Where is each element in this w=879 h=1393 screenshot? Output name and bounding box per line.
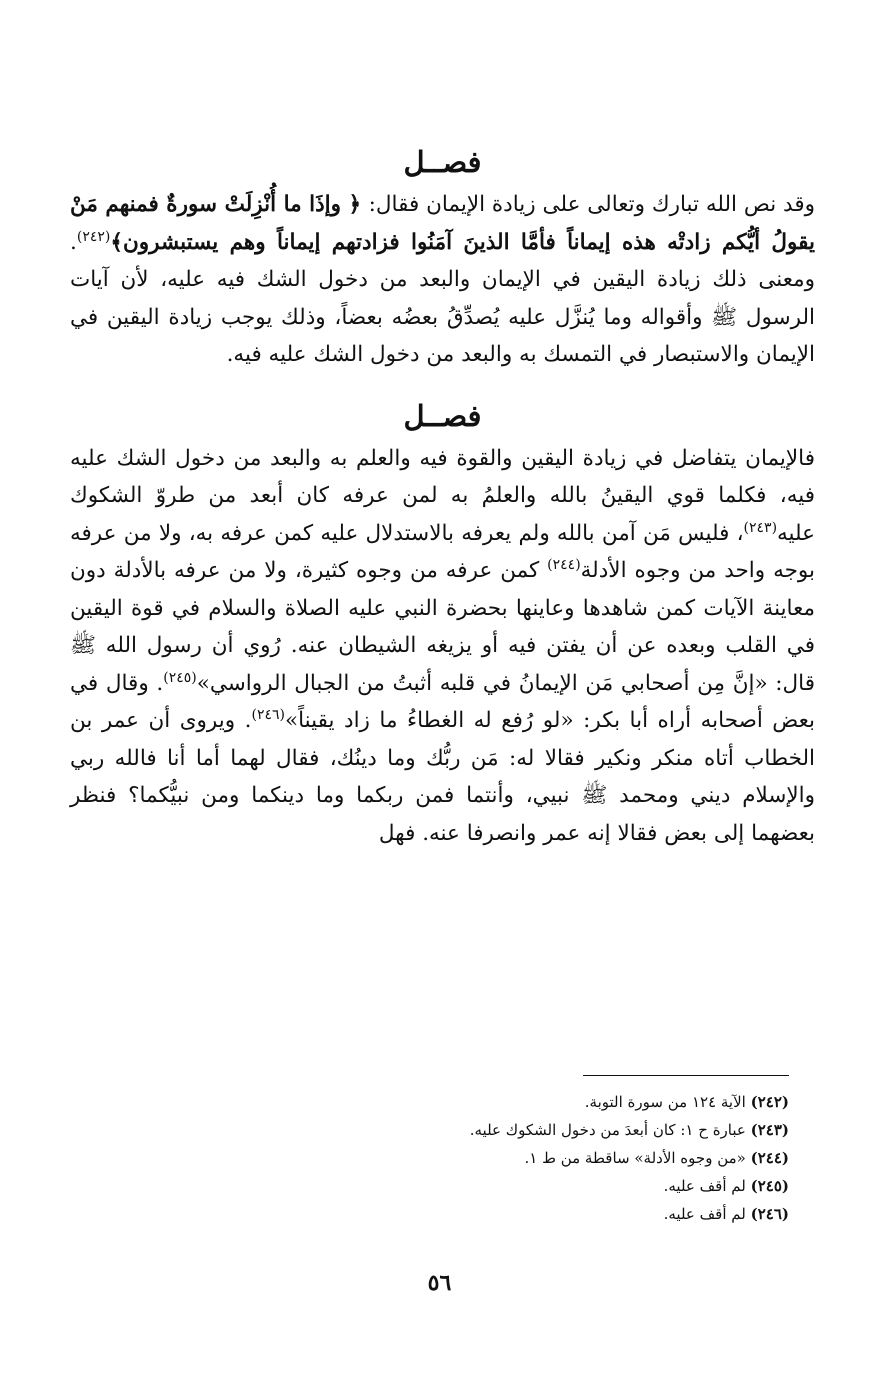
paragraph-2 (70, 440, 815, 853)
footnote-ref-243: (٢٤٣) (743, 519, 778, 536)
paragraph-2-part-2: ، فليس مَن آمن بالله ولم يعرفه بالاستدلال عليه كمن عرفه به، ولا من عرفه بوجه واحد من وجوه الأدلة (70, 520, 815, 583)
paragraph-2-part-3: كمن عرفه من وجوه كثيرة، ولا من عرفه بالأدلة دون معاينة الآيات كمن شاهدها وعاينها بحضرة النبي عليه الصلاة والسلام في قوة اليقين في القلب وبعده عن أن يفتن فيه أو يزيغه الشيطان عنه. رُوي أن رسول الله ﷺ قال: «إنَّ مِن أصحابي مَن الإيمانُ في قلبه أثبتُ من الجبال الرواسي» (70, 558, 815, 696)
footnote-number: (٢٤٤) (750, 1149, 789, 1167)
footnote-245 (89, 1172, 789, 1200)
footnote-ref-244: (٢٤٤) (547, 556, 581, 573)
footnote-text: لم أقف عليه. (663, 1205, 751, 1223)
footnote-246 (89, 1200, 789, 1228)
footnote-243 (89, 1116, 789, 1144)
page-content (70, 140, 815, 852)
paragraph-1-body: . ومعنى ذلك زيادة اليقين في الإيمان والبعد من دخول الشك فيه عليه، لأن آيات الرسول ﷺ وأقواله وما يُنزَّل عليه يُصدِّقُ بعضُه بعضاً، وذلك يوجب زيادة اليقين في الإيمان والاستبصار في التمسك به والبعد من دخول الشك عليه فيه. (70, 229, 815, 367)
footnote-number: (٢٤٣) (750, 1121, 789, 1139)
footnote-number: (٢٤٦) (750, 1205, 789, 1223)
footnote-text: الآية ١٢٤ من سورة التوبة. (584, 1093, 751, 1111)
footnote-ref-245: (٢٤٥) (163, 669, 197, 686)
paragraph-2-part-5: . ويروى أن عمر بن الخطاب أتاه منكر ونكير فقالا له: مَن ربُّك وما دينُك، فقال لهما أما أنا فالله ربي والإسلام ديني ومحمد ﷺ نبيي، وأنتما فمن ربكما وما دينكما ومن نبيُّكما؟ فنظر بعضهما إلى بعض فقالا إنه عمر وانصرفا عنه. فهل (70, 708, 815, 846)
footnote-number: (٢٤٢) (750, 1093, 789, 1111)
footnote-text: عبارة ح ١: كان أبعدَ من دخول الشكوك عليه. (469, 1121, 751, 1139)
footnotes (89, 1075, 789, 1228)
paragraph-2-part-4: . وقال في بعض أصحابه أراه أبا بكر: «لو رُفع له الغطاءُ ما زاد يقيناً» (70, 670, 815, 733)
footnote-ref-242: (٢٤٢) (76, 228, 111, 245)
section-heading-2: فصــل (403, 398, 482, 433)
footnote-number: (٢٤٥) (750, 1177, 789, 1195)
paragraph-2-part-1: فالإيمان يتفاضل في زيادة اليقين والقوة فيه والعلم به والبعد من دخول الشك عليه فيه، فكلما قوي اليقينُ بالله والعلمُ به لمن عرفه كان أبعد من طروّ الشكوك عليه (70, 445, 815, 546)
footnote-text: «من وجوه الأدلة» ساقطة من ط ١. (524, 1149, 751, 1167)
paragraph-1-intro: وقد نص الله تبارك وتعالى على زيادة الإيمان فقال: (368, 192, 815, 217)
footnote-divider (583, 1075, 789, 1076)
section-heading-1: فصــل (403, 145, 482, 179)
paragraph-1 (70, 186, 815, 374)
footnote-ref-246: (٢٤٦) (251, 706, 285, 723)
footnote-242 (89, 1088, 789, 1116)
footnote-text: لم أقف عليه. (663, 1177, 751, 1195)
page-number: ٥٦ (427, 1270, 452, 1296)
quran-verse: ﴿ وإذَا ما أُنْزِلَتْ سورةٌ فمنهم مَنْ يقولُ أيُّكم زادتْه هذه إيماناً فأمَّا الذينَ آمَنُوا فزادتهم إيماناً وهم يستبشرون﴾ (70, 192, 815, 255)
footnote-244 (89, 1144, 789, 1172)
